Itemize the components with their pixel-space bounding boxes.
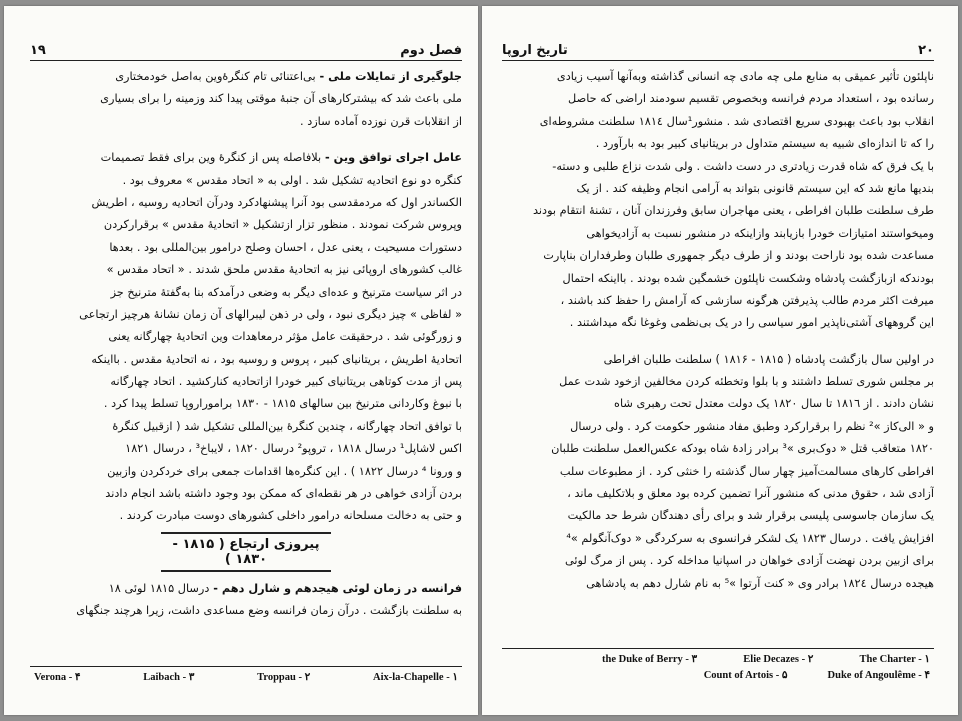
line-text: و حتی به دخالت مسلحانه درامور داخلی کشورهای دوست مبادرت کردند .	[119, 509, 462, 523]
page-left	[4, 6, 478, 715]
line-text: دستورات مسیحیت ، یعنی عدل ، احسان وصلح درامور بین‌المللی بود . بعدها	[109, 240, 462, 254]
text-line	[30, 282, 462, 304]
text-line	[502, 312, 934, 334]
text-line	[502, 393, 934, 415]
text-line	[30, 600, 462, 622]
line-text: ناپلئون تأثیر عمیقی به منابع ملی چه مادی چه انسانی گذاشته وبه‌آنها آسیب زیادی	[556, 70, 934, 83]
text-line	[30, 416, 462, 438]
line-text: بندیها مانع شد که این سیستم قانونی بتواند به آرامی انجام وظیفه کند . از یک	[576, 181, 934, 195]
text-line	[502, 66, 934, 88]
footnote: the Duke of Berry - ۳	[602, 654, 698, 665]
text-line	[502, 349, 934, 371]
line-text: برای ازبین بردن نهضت آزادی خواهان در اسپانیا مداخله کرد . پس از مرگ لوئی	[564, 554, 934, 568]
footnote-divider	[30, 666, 462, 667]
page-header	[30, 40, 462, 61]
footnote: Duke of Angoulême - ۴	[827, 670, 930, 681]
page-body-text	[502, 66, 934, 595]
text-line	[502, 178, 934, 200]
line-text: در اثر سیاست مترنیخ و عده‌ای دیگر به وضعی درآمدکه بنا به‌گفتۀ مترنیخ جز	[110, 285, 462, 299]
text-line	[30, 147, 462, 169]
text-line	[30, 438, 462, 460]
text-line	[30, 304, 462, 326]
line-text: بلافاصله پس از کنگرۀ وین برای فقط تصمیمات	[100, 151, 322, 165]
line-text: و « الی‌کاز »² نظم را برقرارکرد وطبق مفاد منشور حکومت کرد . ولی درسال	[570, 419, 934, 433]
text-line	[502, 88, 934, 110]
line-text: را که تا اندازه‌ای شبیه به سیستم متداول در بریتانیای کبیر بود به بارآورد .	[595, 137, 934, 151]
text-line	[30, 259, 462, 281]
line-text: طرف سلطنت طلبان افراطی ، یعنی مهاجران سابق وفرزندان آنان ، تشنۀ انتقام بودند	[532, 204, 934, 218]
text-line	[30, 371, 462, 393]
line-text: بر مجلس شوری تسلط داشتند و با بلوا وتخطئه کردن مخالفین ازخود شدت عمل	[559, 375, 934, 389]
bold-lead-in: عامل اجرای توافق وین -	[321, 151, 462, 165]
line-text: غالب کشورهای اروپائی نیز به اتحادیۀ مقدس ملحق شدند . « اتحاد مقدس »	[106, 263, 462, 277]
bold-lead-in: فرانسه در زمان لوئی هیجدهم و شارل دهم -	[209, 581, 462, 595]
text-line	[502, 505, 934, 527]
line-text: آزادی شد ، حقوق مدنی که منشور آنرا تضمین کرده بود معلق و بلاتکلیف ماند ،	[567, 487, 934, 501]
line-text: بردن آزادی خواهی در هر نقطه‌ای که ممکن بود وجود داشته باشد انجام دادند	[105, 487, 462, 501]
line-text: و ورونا ⁴ درسال ۱۸۲۲ ) . این کنگره‌ها اقدامات جمعی برای خردکردن وازبین	[107, 464, 462, 478]
text-line	[502, 111, 934, 133]
line-text: هیجده درسال ۱۸۲٤ برادر وی « کنت آرتوا »⁵ به نام شارل دهم به پادشاهی	[586, 576, 934, 590]
text-line	[502, 573, 934, 595]
text-line	[502, 156, 934, 178]
line-text: پس از مدت کوتاهی بریتانیای کبیر خودرا ازاتحادیه کنارکشید . اتحاد چهارگانه	[110, 375, 462, 389]
footnote: Verona - ۴	[34, 672, 81, 683]
text-line	[502, 416, 934, 438]
line-text: با توافق اتحاد چهارگانه ، چندین کنگرۀ بین‌المللی تشکیل شد ( ازقبیل کنگرۀ	[112, 419, 462, 433]
line-text: الکساندر اول که مردمقدسی بود آنرا پیشنهادکرد ودرآن اتحادیه روسیه ، اطریش	[91, 195, 462, 209]
footnote: Laibach - ۳	[143, 672, 195, 683]
line-text: در اولین سال بازگشت پادشاه ( ۱۸۱۵ - ۱۸۱۶ ) سلطنت طلبان افراطی	[603, 352, 934, 366]
text-line	[502, 528, 934, 550]
text-line	[30, 393, 462, 415]
text-line	[30, 461, 462, 483]
text-line	[502, 223, 934, 245]
line-text: بودندکه ازبازگشت پادشاه وشکست ناپلئون خشمگین شده بودند . بااینکه احتمال	[562, 271, 934, 285]
line-text: اکس لاشاپل¹ درسال ۱۸۱۸ ، تروپو² درسال ۱۸۲۰ ، لایباخ³ ، درسال ۱۸۲۱	[125, 442, 462, 456]
line-text: و زورگوئی شد . درحقیقت عامل مؤثر درمعاهدات وین اتحادیۀ چهارگانه یعنی	[108, 330, 462, 344]
line-text: « لفاظی » چیز دیگری نبود ، ولی در ذهن لیبرالهای آن زمان نشانۀ هرچیز ارتجاعی	[79, 307, 462, 321]
line-text: درسال ۱۸۱۵ لوئی ۱۸	[108, 581, 210, 595]
line-text: وپروس شرکت نمودند . منظور تزار ازتشکیل « اتحادیۀ مقدس » برقرارکردن	[103, 218, 462, 232]
line-text: با نبوغ وکاردانی مترنیخ بین سالهای ۱۸۱۵ - ۱۸۳۰ براموراروپا تسلط پیدا کرد .	[103, 397, 462, 411]
page-header	[502, 40, 934, 61]
line-text: یک سازمان جاسوسی پلیسی برقرار شد و برای رأی دهندگان شرط حد مالکیت	[567, 509, 934, 523]
line-text: اتحادیۀ اطریش ، بریتانیای کبیر ، پروس و روسیه بود ، نه اتحادیۀ مقدس . بااینکه	[91, 352, 462, 366]
text-line	[502, 550, 934, 572]
line-text: ومیخواستند امتیازات خودرا بازیابند وازاینکه در منشور نسبت به آزادیخواهی	[586, 226, 934, 240]
line-text: ملی باعث شد که بیشترکارهای آن جنبۀ موقتی پیدا کند وزمینه را برای بسیاری	[100, 92, 462, 106]
text-line	[502, 133, 934, 155]
line-text: رسانده بود ، استعداد مردم فرانسه وبخصوص تقسیم سودمند اراضی که حاصل	[568, 92, 934, 106]
line-text: انقلاب بود باعث بهبودی سریع اقتصادی شد . منشور¹سال ۱۸۱٤ سلطنت مشروطه‌ای	[539, 114, 934, 128]
page-body-text	[30, 66, 462, 623]
footnote: Troppau - ۲	[257, 672, 311, 683]
footnotes	[602, 652, 930, 684]
text-line	[30, 88, 462, 110]
line-text: افراطی کارهای مسالمت‌آمیز چهار سال گذشته را خنثی کرد . از مطبوعات سلب	[559, 464, 934, 478]
line-text: از انقلابات قرن نوزده آماده سازد .	[300, 114, 462, 128]
text-line	[30, 214, 462, 236]
text-line	[30, 66, 462, 88]
page-right	[482, 6, 958, 715]
bold-lead-in: جلوگیری از تمایلات ملی -	[315, 70, 462, 83]
line-text: با یک فرق که شاه قدرت زیادتری در دست داشت . ولی شدت نزاع طلبی و دسته-	[552, 159, 934, 173]
footnote: Aix-la-Chapelle - ۱	[373, 672, 458, 683]
line-text: مساعدت شده بود ناراحت بودند و از طرف دیگر جمهوری طلبان وطرفداران بناپارت	[543, 249, 934, 263]
text-line	[30, 349, 462, 371]
text-line	[30, 578, 462, 600]
line-text: کنگره دو نوع اتحادیه تشکیل شد . اولی به « اتحاد مقدس » معروف بود .	[122, 173, 462, 187]
footnote: Elie Decazes - ۲	[743, 654, 814, 665]
text-line	[502, 438, 934, 460]
footnote-divider	[502, 648, 934, 649]
page-number: ۲۰	[918, 42, 934, 58]
footnote: The Charter - ۱	[859, 654, 930, 665]
text-line	[502, 245, 934, 267]
text-line	[30, 483, 462, 505]
text-line	[502, 268, 934, 290]
line-text: ۱۸۲۰ متعاقب قتل « دوک‌بری »³ برادر زادۀ شاه بودکه عکس‌العمل سلطنت طلبان	[551, 442, 934, 456]
section-heading: پیروزی ارتجاع ( ۱۸۱۵ - ۱۸۳۰ )	[161, 532, 331, 572]
text-line	[30, 170, 462, 192]
text-line	[30, 192, 462, 214]
text-line	[30, 326, 462, 348]
text-line	[30, 237, 462, 259]
text-line	[502, 483, 934, 505]
line-text: بی‌اعتنائی تام کنگرۀوین به‌اصل خودمختاری	[115, 70, 316, 83]
text-line	[502, 371, 934, 393]
text-line	[502, 290, 934, 312]
footnote: Count of Artois - ۵	[703, 670, 788, 681]
page-number: ١٩	[30, 42, 46, 58]
line-text: به سلطنت بازگشت . درآن زمان فرانسه وضع مساعدی داشت، زیرا هرچند جنگهای	[76, 604, 462, 618]
running-title: فصل دوم	[400, 42, 462, 58]
footnotes	[34, 670, 458, 686]
line-text: میرفت اکثر مردم طالب پذیرفتن هرگونه سازشی که آرامش را حفظ کند باشند ،	[560, 293, 934, 307]
line-text: افزایش یافت . درسال ۱۸۲۳ یک لشکر فرانسوی به سرکردگی « دوک‌آنگولم »⁴	[566, 531, 934, 545]
line-text: نشان دادند . از ۱۸۱٦ تا سال ۱۸۲۰ یک دولت معتدل تحت رهبری شاه	[614, 397, 934, 411]
text-line	[30, 505, 462, 527]
running-title: تاریخ اروپا	[502, 42, 568, 58]
text-line	[30, 111, 462, 133]
text-line	[502, 200, 934, 222]
text-line	[502, 461, 934, 483]
line-text: این گروههای آشتی‌ناپذیر امور سیاسی را در یک بی‌نظمی وغوغا نگه میداشتند .	[569, 316, 934, 330]
